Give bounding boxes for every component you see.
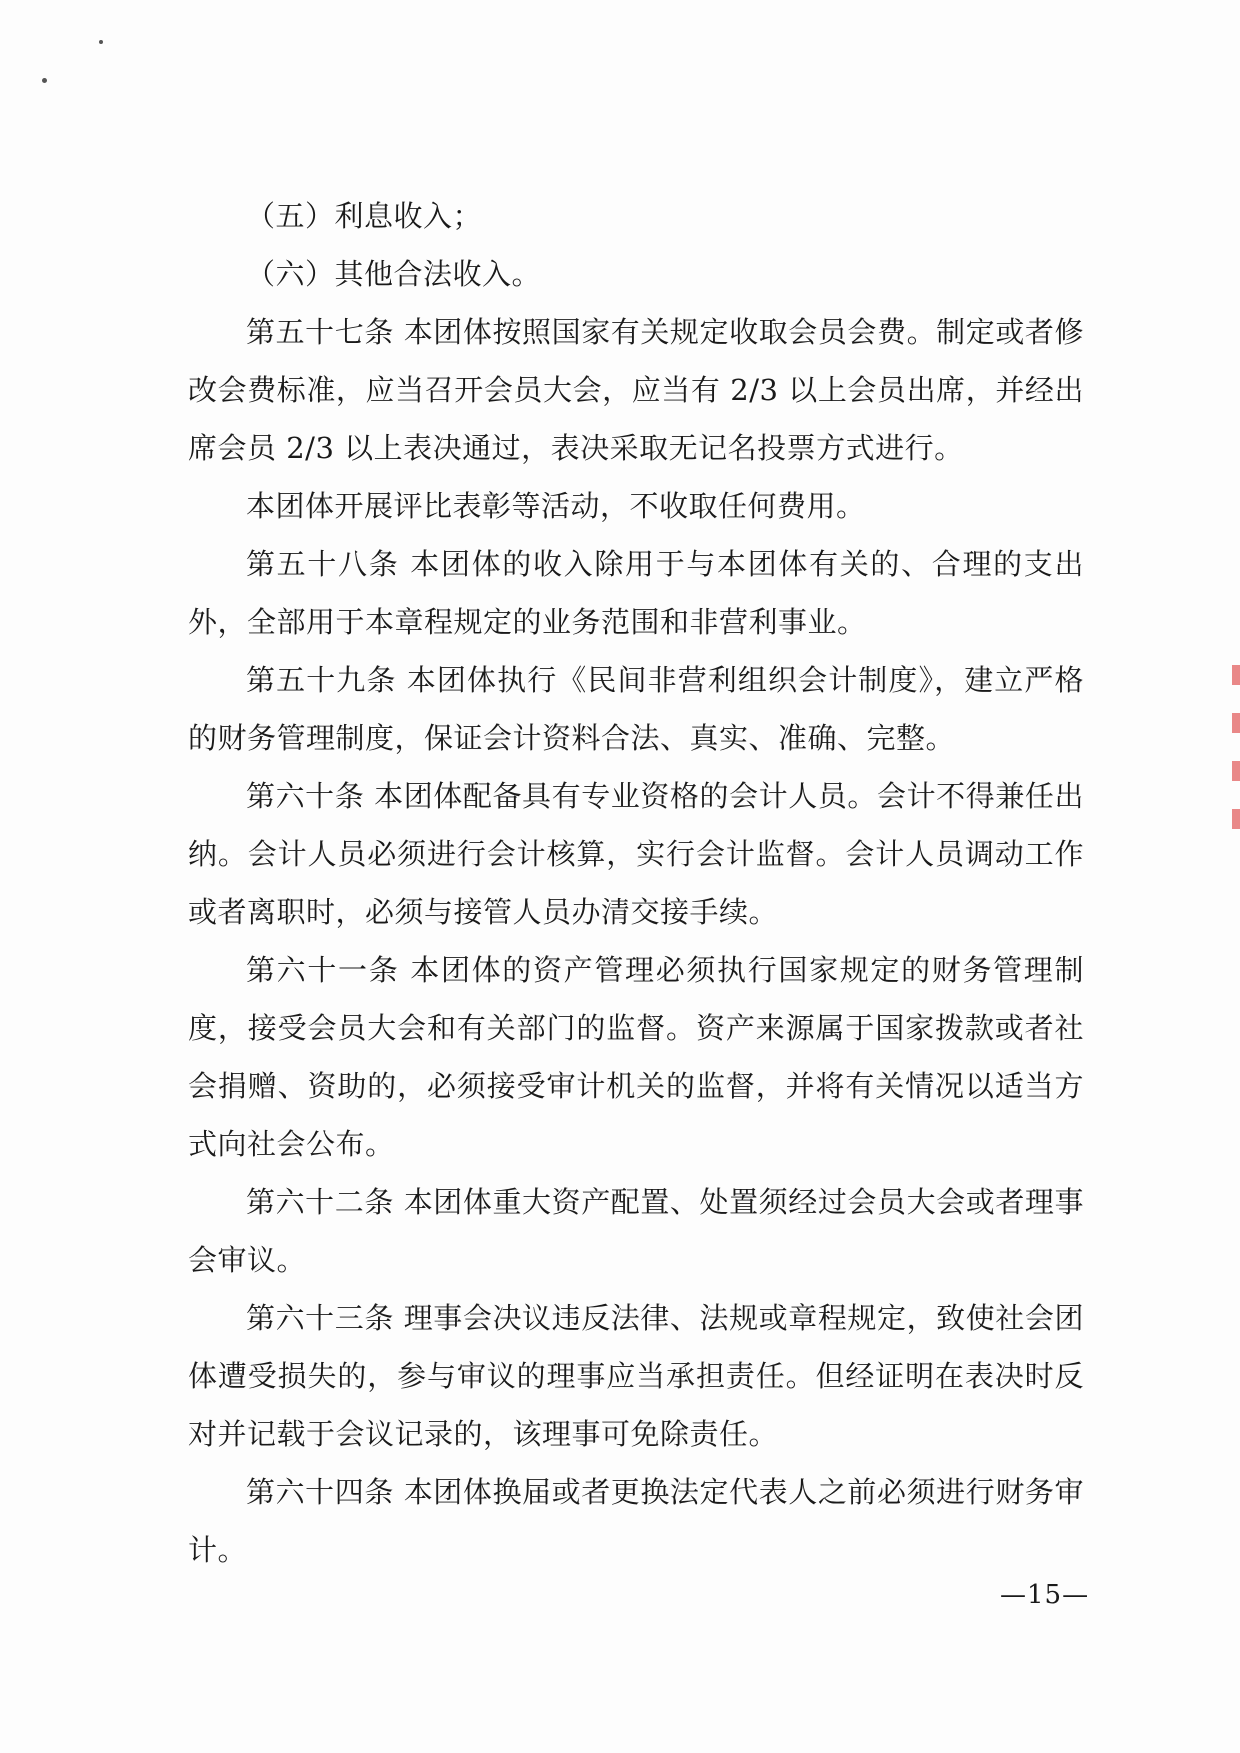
article-58: 第五十八条 本团体的收入除用于与本团体有关的、合理的支出外，全部用于本章程规定的业务范围和非营利事业。 (188, 547, 1084, 639)
seal-stamp-edge (1232, 665, 1240, 845)
article-59: 第五十九条 本团体执行《民间非营利组织会计制度》，建立严格的财务管理制度，保证会计资料合法、真实、准确、完整。 (188, 663, 1084, 755)
article-60: 第六十条 本团体配备具有专业资格的会计人员。会计不得兼任出纳。会计人员必须进行会计核算，实行会计监督。会计人员调动工作或者离职时，必须与接管人员办清交接手续。 (188, 779, 1084, 929)
paragraph-interest-income: （五）利息收入； (246, 199, 483, 233)
page-number: —15— (1000, 1580, 1090, 1610)
article-57-note: 本团体开展评比表彰等活动，不收取任何费用。 (246, 489, 866, 523)
article-57: 第五十七条 本团体按照国家有关规定收取会员会费。制定或者修改会费标准，应当召开会员大会，应当有 2/3 以上会员出席，并经出席会员 2/3 以上表决通过，表决采取无记名投票方式进行。 (188, 315, 1084, 465)
scan-speck (42, 78, 47, 83)
document-body (188, 187, 1084, 1579)
paragraph-other-income: （六）其他合法收入。 (246, 257, 542, 291)
article-63: 第六十三条 理事会决议违反法律、法规或章程规定，致使社会团体遭受损失的，参与审议的理事应当承担责任。但经证明在表决时反对并记载于会议记录的，该理事可免除责任。 (188, 1301, 1084, 1451)
scan-speck (99, 40, 103, 44)
article-64: 第六十四条 本团体换届或者更换法定代表人之前必须进行财务审计。 (188, 1475, 1084, 1567)
article-62: 第六十二条 本团体重大资产配置、处置须经过会员大会或者理事会审议。 (188, 1185, 1084, 1277)
article-61: 第六十一条 本团体的资产管理必须执行国家规定的财务管理制度，接受会员大会和有关部门的监督。资产来源属于国家拨款或者社会捐赠、资助的，必须接受审计机关的监督，并将有关情况以适当方式向社会公布。 (188, 953, 1084, 1161)
